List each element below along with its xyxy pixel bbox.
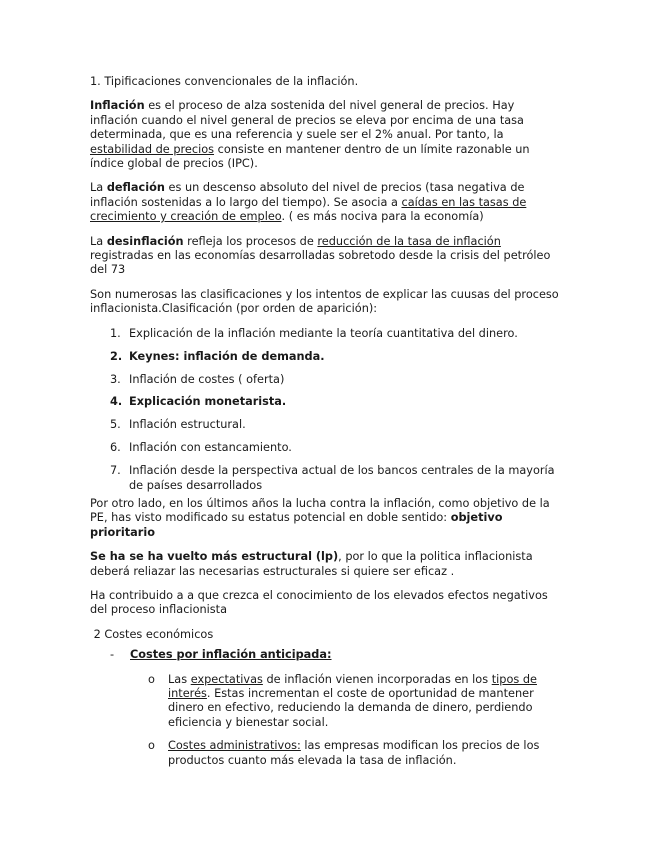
circle-bullet: o — [148, 672, 155, 686]
paragraph-desinflacion: La desinflación refleja los procesos de reducción de la tasa de inflación registradas en las economías desarrolladas sobretodo desde la crisis del petróleo del 73 — [90, 234, 551, 277]
list-item: 1. Explicación de la inflación mediante la teoría cuantitativa del dinero. — [110, 326, 518, 340]
list-item: 5. Inflación estructural. — [110, 418, 246, 432]
paragraph-deflacion: La deflación es un descenso absoluto del nivel de precios (tasa negativa de inflación sostenidas a lo largo del tiempo). Se asocia a caídas en las tasas de crecimiento y creación de empleo. ( es más nociva para la economía) — [90, 181, 527, 224]
underlined-caidas: caídas en las tasas de crecimiento y creación de empleo — [90, 195, 527, 224]
dash-list-item — [90, 648, 565, 662]
section-heading-2: 2 Costes económicos — [90, 627, 214, 641]
dash-bullet: - — [110, 648, 115, 662]
term-deflacion: deflación — [106, 181, 165, 195]
costes-anticipada-label: Costes por inflación anticipada: — [130, 648, 332, 662]
sub-list-item-expectativas: o Las expectativas de inflación vienen incorporadas en los tipos de interés. Estas incrementan el coste de oportunidad de mantener dinero en efectivo, reduciendo la demanda de dinero, perdiendo eficiencia y bienestar social. — [148, 672, 537, 729]
underlined-tipos-interes: tipos de interés — [168, 672, 537, 700]
section-heading-1: 1. Tipificaciones convencionales de la inflación. — [90, 75, 359, 88]
paragraph-inflacion: Inflación es el proceso de alza sostenida del nivel general de precios. Hay inflación cuando el nivel general de precios se eleva por encima de una tasa determinada, que es una referencia y suele ser el 2% anual. Por tanto, la estabilidad de precios consiste en mantener dentro de un límite razonable un índice global de precios (IPC). — [90, 99, 530, 171]
paragraph-clasificaciones: Son numerosas las clasificaciones y los intentos de explicar las cuusas del proceso inflacionista.Clasificación (por orden de aparición): — [90, 287, 559, 316]
paragraph-contribuido: Ha contribuido a a que crezca el conocimiento de los elevados efectos negativos del proceso inflacionista — [90, 588, 548, 617]
paragraph-otro-lado: Por otro lado, en los últimos años la lucha contra la inflación, como objetivo de la PE, has visto modificado su estatus potencial en doble sentido: objetivo prioritario — [90, 496, 550, 539]
term-estructural: Se ha se ha vuelto más estructural (lp) — [90, 550, 339, 564]
underlined-reduccion: reducción de la tasa de inflación — [317, 234, 501, 248]
underlined-costes-administrativos: Costes administrativos: — [168, 739, 301, 753]
circle-bullet: o — [148, 739, 155, 753]
document-page — [90, 75, 565, 768]
term-inflacion: Inflación — [90, 99, 145, 113]
list-item: 3. Inflación de costes ( oferta) — [110, 372, 285, 386]
term-desinflacion: desinflación — [106, 234, 184, 248]
classification-list — [90, 327, 565, 493]
list-item: 2. Keynes: inflación de demanda. — [110, 349, 325, 363]
list-item: 7. Inflación desde la perspectiva actual de los bancos centrales de la mayoría de países desarrollados — [110, 464, 555, 492]
list-item: 6. Inflación con estancamiento. — [110, 441, 292, 455]
underlined-expectativas: expectativas — [190, 672, 263, 686]
underlined-estabilidad: estabilidad de precios — [90, 142, 215, 156]
sub-list-item-administrativos: o Costes administrativos: las empresas modifican los precios de los productos cuanto más elevada la tasa de inflación. — [148, 739, 540, 767]
paragraph-estructural: Se ha se ha vuelto más estructural (lp), por lo que la politica inflacionista deberá reliazar las necesarias estructurales si quiere ser eficaz . — [90, 550, 533, 578]
list-item: 4. Explicación monetarista. — [110, 395, 287, 409]
term-objetivo-prioritario: objetivo prioritario — [90, 511, 503, 539]
